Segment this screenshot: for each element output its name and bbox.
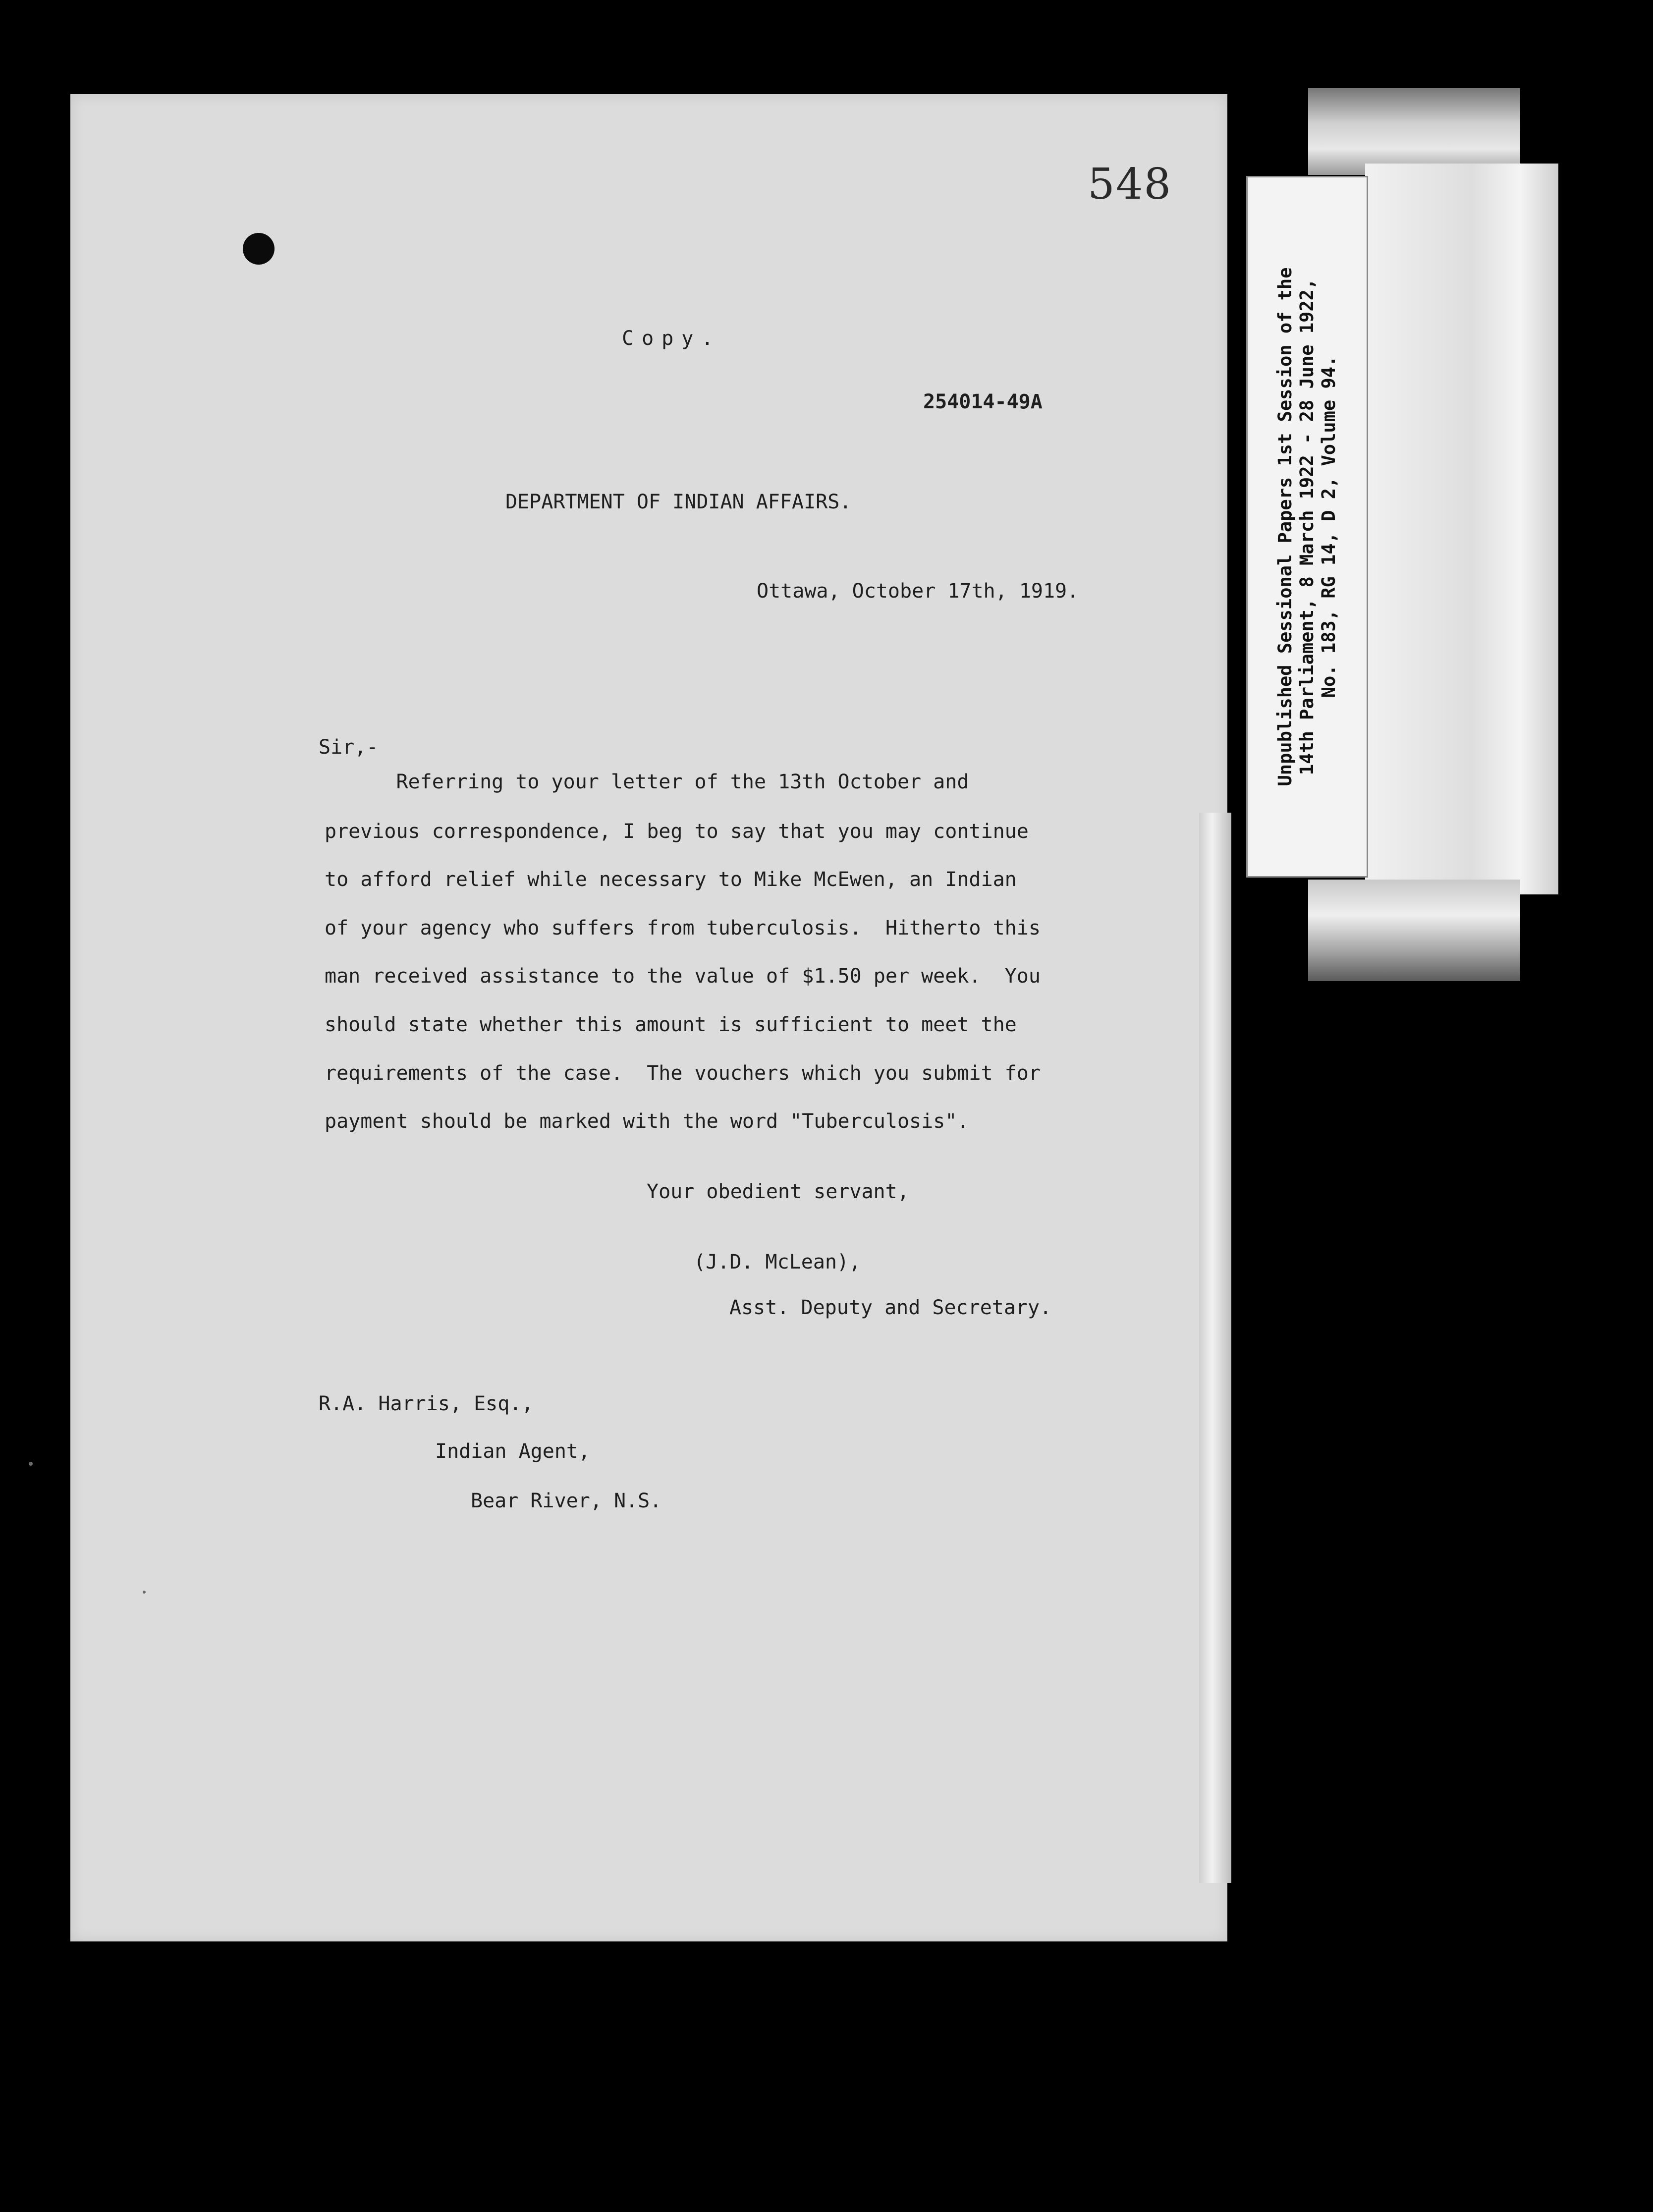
department-heading: DEPARTMENT OF INDIAN AFFAIRS. (505, 491, 852, 513)
archive-strip (1365, 164, 1558, 894)
archive-label-text (1274, 182, 1340, 871)
body-line: previous correspondence, I beg to say that you may continue (325, 820, 1029, 843)
body-line: requirements of the case. The vouchers which you submit for (325, 1062, 1041, 1085)
scan-speck (29, 1462, 33, 1466)
closing: Your obedient servant, (647, 1180, 909, 1203)
archive-tape-top (1308, 88, 1520, 175)
page-edge-curl (1199, 813, 1231, 1883)
body-line: should state whether this amount is sufficient to meet the (325, 1013, 1017, 1036)
label-line: 14th Parliament, 8 March 1922 - 28 June 1922, (1296, 278, 1318, 775)
folio-number: 548 (1088, 160, 1172, 209)
body-line: man received assistance to the value of $1.50 per week. You (325, 965, 1041, 988)
body-line: payment should be marked with the word "Tuberculosis". (325, 1110, 969, 1133)
archive-label (1246, 176, 1368, 878)
date-line: Ottawa, October 17th, 1919. (757, 580, 1079, 603)
addressee-location: Bear River, N.S. (471, 1490, 662, 1512)
copy-mark: Copy. (622, 327, 721, 350)
body-line: to afford relief while necessary to Mike McEwen, an Indian (325, 868, 1017, 891)
salutation: Sir,- (319, 736, 379, 759)
signature: (J.D. McLean), (694, 1251, 861, 1273)
label-line: Unpublished Sessional Papers 1st Session of the (1274, 267, 1296, 786)
label-line: No. 183, RG 14, D 2, Volume 94. (1318, 355, 1339, 698)
punch-hole (243, 233, 275, 265)
body-line: Referring to your letter of the 13th October and (325, 771, 969, 793)
file-number: 254014-49A (923, 390, 1043, 413)
archive-tape-bottom (1308, 880, 1520, 981)
addressee-title: Indian Agent, (435, 1440, 591, 1463)
body-line: of your agency who suffers from tuberculosis. Hitherto this (325, 917, 1041, 940)
addressee-name: R.A. Harris, Esq., (319, 1392, 534, 1415)
signature-title: Asst. Deputy and Secretary. (729, 1296, 1052, 1319)
scan-speck (143, 1591, 146, 1594)
